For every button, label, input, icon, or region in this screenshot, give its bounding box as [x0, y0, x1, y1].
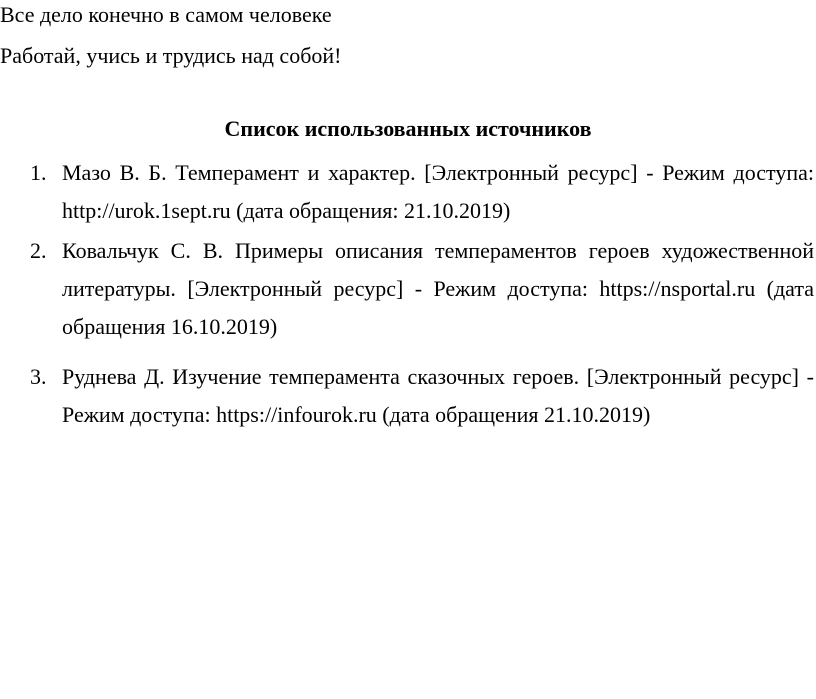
- intro-line-1: Все дело конечно в самом человеке: [0, 2, 332, 27]
- source-text-2: Ковальчук С. В. Примеры описания темпераментов героев художественной литературы. [Электронный ресурс] - Режим доступа: https://nsportal.ru (дата обращения 16.10.2019): [62, 238, 814, 339]
- sources-list: [0, 154, 816, 434]
- source-text-3: Руднева Д. Изучение темперамента сказочных героев. [Электронный ресурс] - Режим доступа: https://infourok.ru (дата обращения 21.10.2019): [62, 364, 814, 427]
- source-item-3: [0, 358, 816, 434]
- source-text-1: Мазо В. Б. Темперамент и характер. [Электронный ресурс] - Режим доступа: http://urok.1sept.ru (дата обращения: 21.10.2019): [62, 160, 814, 223]
- sources-title: Список использованных источников: [224, 116, 592, 141]
- intro-line-2: Работай, учись и трудись над собой!: [0, 43, 342, 68]
- source-number-3: 3.: [30, 364, 47, 389]
- source-number-1: 1.: [30, 160, 47, 185]
- source-number-2: 2.: [30, 238, 47, 263]
- source-item-2: [0, 232, 816, 346]
- source-item-1: [0, 154, 816, 230]
